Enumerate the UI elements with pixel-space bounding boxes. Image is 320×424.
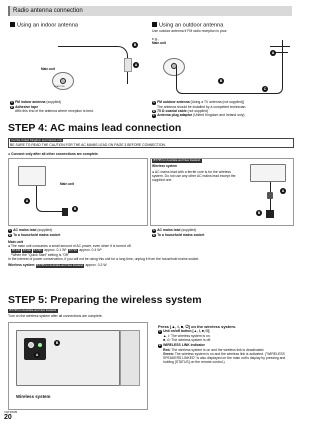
step5-wireless-label: Wireless system <box>16 394 51 399</box>
model-badge-2: BT330 <box>22 248 31 253</box>
outdoor-heading-row <box>152 22 223 29</box>
save-note: In the interest of power conservation, if you will not be using this unit for a long time, unplug it from the household mains socket. <box>8 257 200 262</box>
outdoor-legend: A FM outdoor antenna [Using a TV antenna (not supplied)] The antenna should be installed by a competent technician. B 75 Ω coaxial cable (not supplied) C Antenna plug adaptor (United Kingdom and Ireland only) <box>152 100 294 118</box>
indoor-main-unit-label: Main unit <box>41 67 55 71</box>
step4-left-plug <box>62 208 68 216</box>
step4-right-legend: A AC mains lead (supplied) B To a household mains socket <box>152 228 205 237</box>
outdoor-item-b: 75 Ω coaxial cable <box>157 108 187 113</box>
outdoor-desc: Use outdoor antenna if FM radio reception is poor. <box>152 29 228 33</box>
wireless-link-indicator <box>38 343 42 347</box>
outdoor-main-unit-label: Main unit <box>152 41 166 45</box>
tv-antenna-arm1 <box>270 46 290 47</box>
callout-b-outdoor: B <box>219 79 223 83</box>
indoor-item-a-note: (supplied) <box>46 100 62 104</box>
left-item-a-note: (supplied) <box>37 228 53 232</box>
callout-b-step4-left: B <box>73 207 77 211</box>
step5-instructions: Press [▲, I, ■, ⏻] on the wireless system. A Unit on/off button [▲, I, ■, ⏻] ▲, I: The wireless system is on. ■, ⏻: The wireless system is off. B WIRELESS LINK indicator Red: The wireless system is on and the wireless link is deactivated. Green: The wireless system is on and the wireless link is activated. ("WIRELESS SPEAKERS LINKED" is also displayed on the main unit's display by pressing and holding [STATUS] on the remote control.) <box>158 324 294 364</box>
indoor-heading: Using an indoor antenna <box>17 22 78 29</box>
step4-left-legend: A AC mains lead (supplied) B To a household mains socket <box>8 228 61 237</box>
indoor-heading-row <box>10 22 78 29</box>
page-code: VQT2W09 <box>4 410 18 414</box>
callout-a-indoor: A <box>134 63 138 67</box>
power-button[interactable] <box>28 342 34 348</box>
indoor-tape <box>124 58 132 72</box>
step4-main-unit-label: Main unit <box>60 182 74 186</box>
onoff-line: Unit on/off button [▲, I, ■, ⏻] <box>163 329 210 333</box>
main-unit-back <box>18 166 46 186</box>
callout-a-step4-right: A <box>281 189 285 193</box>
callout-b-step5: B <box>55 341 59 345</box>
page-number: 20 <box>4 414 12 421</box>
outdoor-item-a-desc: The antenna should be installed by a competent technician. <box>157 104 247 109</box>
press-title: Press [▲, I, ■, ⏻] on the wireless system. <box>158 324 237 329</box>
wireless-system-side <box>120 330 140 386</box>
outdoor-item-a-note: [Using a TV antenna (not supplied)] <box>190 100 244 104</box>
indicator-title: WIRELESS LINK indicator <box>163 343 205 347</box>
onoff-standby: ■, ⏻: The wireless system is off. <box>163 337 212 342</box>
right-item-a: AC mains lead <box>157 228 181 232</box>
power-b: approx. 0.4 W* <box>79 248 102 253</box>
callout-a-step4-left: A <box>25 199 29 203</box>
power-info: Main unit ● The main unit consumes a small amount of AC power, even when it is turned off. BT230 BT330 BT330 approx. 0.1 W* BT735 approx. 0.4 W* *When the "Quick Start" setting is "Off" In the interest of power conservation, if you will not be using this unit for a long time, unplug it from the household mains socket. Wireless system BT735 for Australia and New Zealand approx. 0.3 W <box>8 240 294 268</box>
left-item-a: AC mains lead <box>13 228 37 232</box>
wireless-system-back <box>250 164 286 182</box>
red-text: The wireless system is on and the wireless link is deactivated. <box>171 347 265 352</box>
outdoor-heading: Using an outdoor antenna <box>159 22 224 29</box>
step4-left-cable <box>36 186 64 212</box>
indoor-jack-label: FM ANT 75Ω <box>54 86 65 88</box>
right-item-a-note: (supplied) <box>181 228 197 232</box>
uk-tag: For the United Kingdom and Ireland only <box>11 137 62 142</box>
indoor-item-b: Adhesive tape <box>15 104 39 109</box>
indoor-jack <box>60 78 66 84</box>
header-bar-accent <box>8 6 10 16</box>
red-label: Red: <box>163 347 171 352</box>
connect-note: Connect only after all other connections are complete. <box>11 152 99 156</box>
model-badge-4: BT735 <box>68 248 77 253</box>
callout-b-step4-right: B <box>257 211 261 215</box>
model-badge-1: BT230 <box>12 248 21 253</box>
plug-note: AC mains lead with a ferrite core is for the wireless system. Do not use any other AC mains lead except the supplied one. <box>152 170 236 183</box>
bullet-square <box>152 22 157 27</box>
outdoor-item-a: FM outdoor antenna <box>157 100 190 104</box>
outdoor-item-c: Antenna plug adaptor <box>157 113 193 118</box>
indoor-item-b-desc: Affix this end of the antenna where reception is best. <box>15 109 94 114</box>
au-tag: BT735 for Australia and New Zealand <box>153 158 200 162</box>
connect-note-row: ● Connect only after all other connections are complete. <box>8 152 99 156</box>
green-text: The wireless system is on and the wireless link is activated. ("WIRELESS SPEAKERS LINKED" is also displayed on the main unit's display by pressing and holding [STATUS] on the remote control.) <box>163 351 286 365</box>
green-label: Green: <box>163 351 174 356</box>
indoor-item-a: FM indoor antenna <box>15 100 46 104</box>
callout-b-indoor: B <box>133 43 137 47</box>
outdoor-item-b-note: (not supplied) <box>187 108 209 113</box>
section-title: Radio antenna connection <box>13 7 83 14</box>
callout-a-outdoor: A <box>271 51 275 55</box>
callout-c-outdoor: C <box>263 87 267 91</box>
step5-tag: BT735 for Australia and New Zealand <box>9 308 56 312</box>
bullet-square <box>10 22 15 27</box>
step5-desc: Turn on the wireless system after all connections are complete. <box>8 314 103 318</box>
right-item-b: To a household mains socket <box>157 232 205 237</box>
step5-title: STEP 5: Preparing the wireless system <box>8 294 202 306</box>
power-footnote: *When the "Quick Start" setting is "Off" <box>11 253 70 257</box>
power-a: approx. 0.1 W* <box>44 248 67 253</box>
indoor-legend: A FM indoor antenna (supplied) B Adhesive tape Affix this end of the antenna where reception is best. <box>10 100 145 113</box>
uk-note: BE SURE TO READ THE CAUTION FOR THE AC MAINS LEAD ON PAGE 3 BEFORE CONNECTION. <box>10 143 166 147</box>
main-unit-line1: The main unit consumes a small amount of AC power, even when it is turned off. <box>10 244 132 249</box>
step4-wireless-label: Wireless system <box>152 164 177 168</box>
main-unit-heading: Main unit <box>8 240 23 244</box>
plug-note-row: ● AC mains lead with a ferrite core is for the wireless system. Do not use any other AC mains lead except the supplied one. <box>152 170 236 183</box>
wireless-power-label: Wireless system <box>8 262 35 267</box>
outdoor-eg: e.g., <box>152 37 159 41</box>
outdoor-item-c-note: (United Kingdom and Ireland only) <box>193 113 245 118</box>
step4-right-plug <box>266 210 274 218</box>
step4-title: STEP 4: AC mains lead connection <box>8 122 182 134</box>
ferrite-core <box>267 192 273 199</box>
model-badge-3: BT330 <box>33 248 42 253</box>
wireless-power-value: approx. 0.3 W <box>85 262 107 267</box>
onoff-on: ▲, I: The wireless system is on. <box>163 333 211 338</box>
left-item-b: To a household mains socket <box>13 232 61 237</box>
callout-a-step5: A <box>35 353 39 357</box>
wireless-power-tag: BT735 for Australia and New Zealand <box>36 262 83 267</box>
